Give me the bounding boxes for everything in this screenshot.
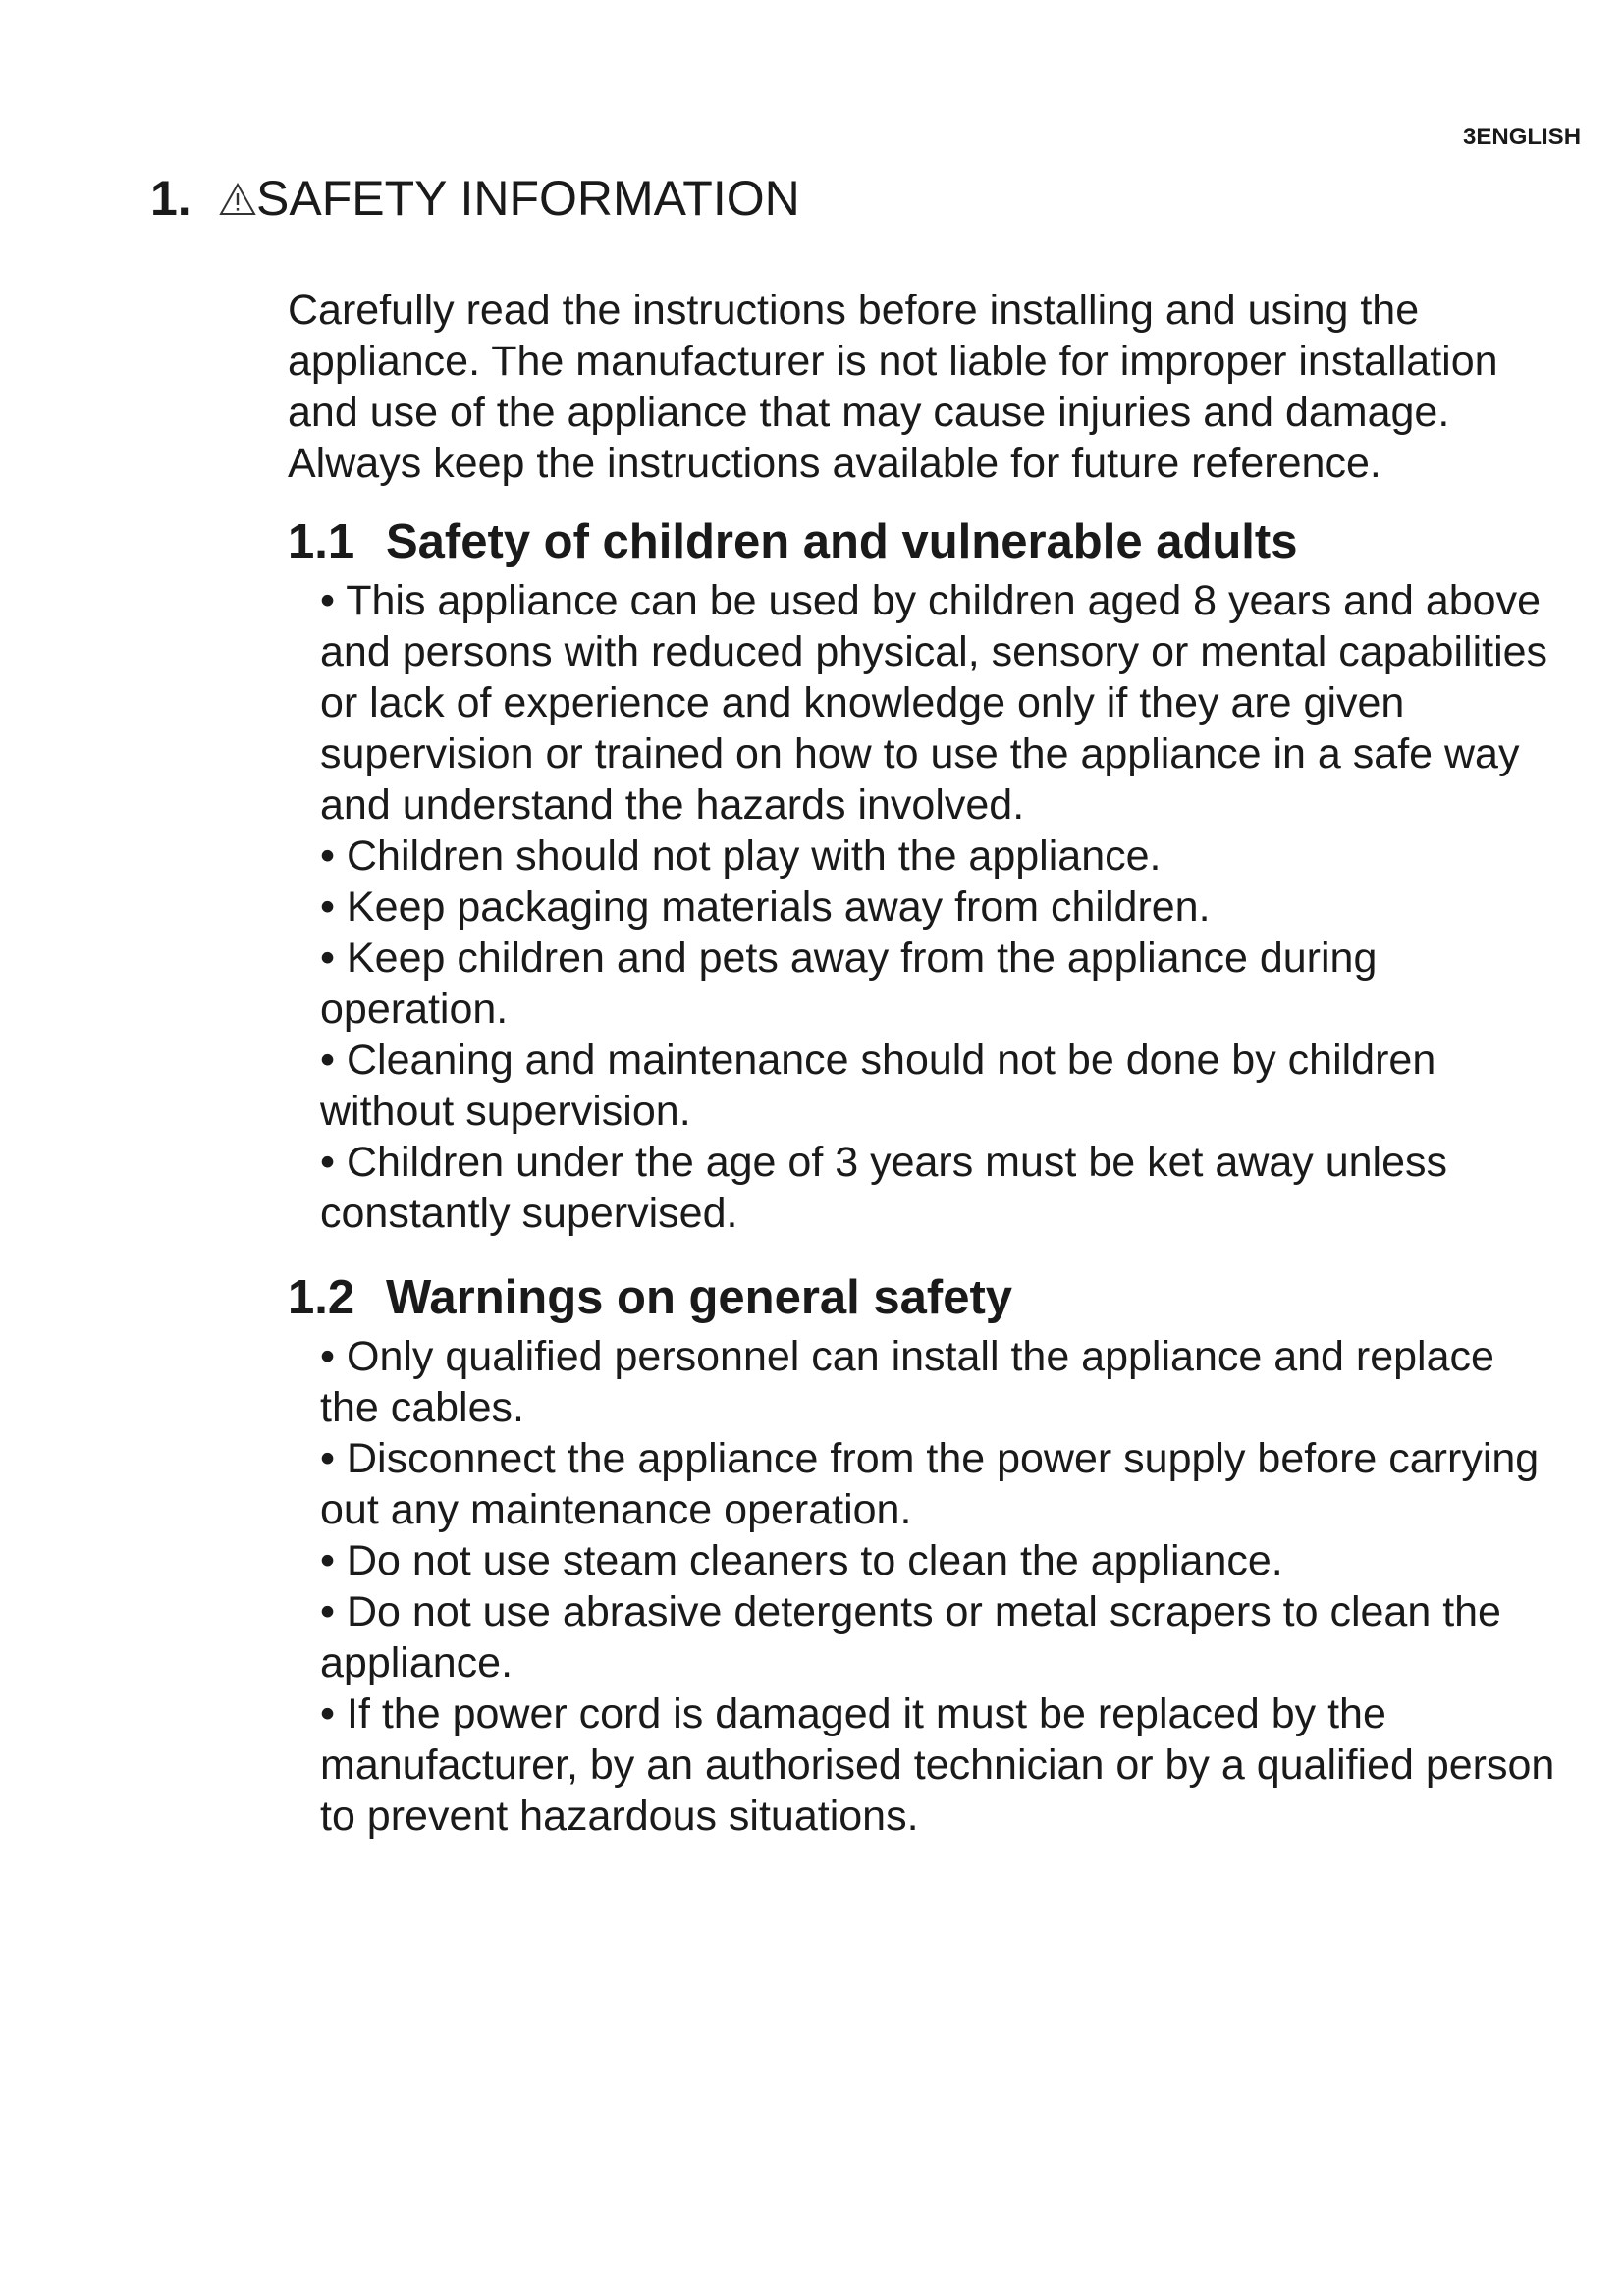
subsection-heading-text: Safety of children and vulnerable adults [386, 515, 1298, 568]
bullet-list-children [320, 575, 1564, 1239]
list-item: • Children under the age of 3 years must be ket away unless constantly supervised. [320, 1139, 1448, 1237]
section-title [150, 169, 800, 228]
subsection-title-1-2 [288, 1268, 1564, 1327]
subsection-heading-text: Warnings on general safety [386, 1271, 1013, 1324]
list-item: • Keep children and pets away from the appliance during operation. [320, 934, 1378, 1033]
page-label: 3ENGLISH [1463, 124, 1582, 150]
subsection-title-1-1 [288, 512, 1564, 571]
list-item: • Disconnect the appliance from the power supply before carrying out any maintenance operation. [320, 1435, 1540, 1533]
list-item: • Cleaning and maintenance should not be done by children without supervision. [320, 1037, 1436, 1135]
list-item: • If the power cord is damaged it must be replaced by the manufacturer, by an authorised technician or by a qualified person to prevent hazardous situations. [320, 1690, 1555, 1840]
list-item: • Children should not play with the appliance. [320, 832, 1162, 880]
warning-triangle-icon [219, 170, 256, 203]
list-item: • Do not use steam cleaners to clean the appliance. [320, 1537, 1283, 1584]
list-item: • Only qualified personnel can install the appliance and replace the cables. [320, 1333, 1494, 1431]
list-item: • Keep packaging materials away from children. [320, 883, 1211, 931]
section-heading-text: SAFETY INFORMATION [256, 171, 800, 226]
section-number: 1. [150, 171, 191, 226]
list-item: • This appliance can be used by children aged 8 years and above and persons with reduced physical, sensory or mental capabilities or lack of experience and knowledge only if they are given supervision or trained on how to use the appliance in a safe way and understand the hazards involved. [320, 577, 1548, 828]
content-body [288, 285, 1564, 1842]
bullet-list-general-safety [320, 1331, 1564, 1842]
list-item: • Do not use abrasive detergents or metal scrapers to clean the appliance. [320, 1588, 1501, 1686]
intro-paragraph: Carefully read the instructions before installing and using the appliance. The manufacturer is not liable for improper installation and use of the appliance that may cause injuries and damage. Always keep the instructions available for future reference. [288, 287, 1498, 487]
subsection-number: 1.1 [288, 515, 355, 568]
subsection-number: 1.2 [288, 1271, 355, 1324]
